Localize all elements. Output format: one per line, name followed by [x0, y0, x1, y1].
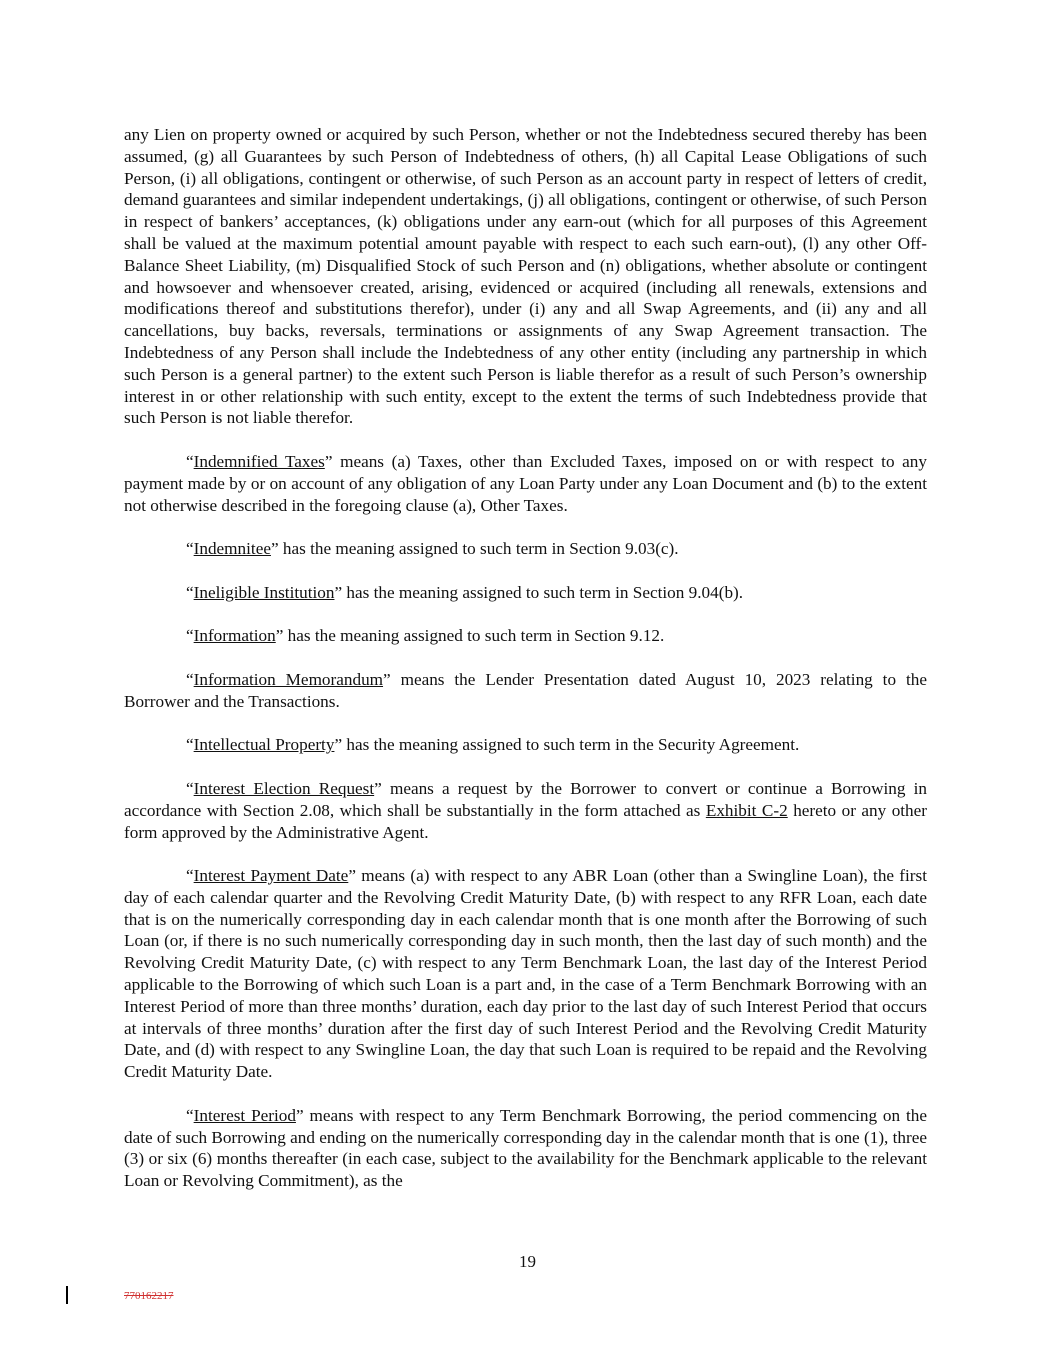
open-quote: “ — [186, 778, 194, 798]
definition-information — [124, 625, 927, 647]
definition-ineligible-institution — [124, 582, 927, 604]
continuation-paragraph: any Lien on property owned or acquired by such Person, whether or not the Indebtedness secured thereby has been assumed, (g) all Guarantees by such Person of Indebtedness of others, (h) all Capital Lease Obligations of such Person, (i) all obligations, contingent or otherwise, of such Person as an account party in respect of letters of credit, demand guarantees and similar independent undertakings, (j) all obligations, contingent or otherwise, of such Person in respect of bankers’ acceptances, (k) obligations under any earn-out (which for all purposes of this Agreement shall be valued at the maximum potential amount payable with respect to each such earn-out), (l) any other Off-Balance Sheet Liability, (m) Disqualified Stock of such Person and (n) obligations, whether absolute or contingent and howsoever and whensoever created, arising, evidenced or acquired (including all renewals, extensions and modifications thereof and substitutions therefor), under (i) any and all Swap Agreements, and (ii) any and all cancellations, buy backs, reversals, terminations or assignments of any Swap Agreement transaction. The Indebtedness of any Person shall include the Indebtedness of any other entity (including any partnership in which such Person is a general partner) to the extent such Person is liable therefor as a result of such Person’s ownership interest in or other relationship with such entity, except to the extent the terms of such Indebtedness provide that such Person is not liable therefor. — [124, 125, 927, 428]
revision-change-bar — [66, 1286, 68, 1304]
definition-text: ” means (a) with respect to any ABR Loan (other than a Swingline Loan), the first day of each calendar quarter and the Revolving Credit Maturity Date, (b) with respect to any RFR Loan, each date that is on the numerically corresponding day in each calendar month that is one month after the Borrowing of such Loan (or, if there is no such numerically corresponding day in such month, then the last day of such month) and the Revolving Credit Maturity Date, (c) with respect to any Term Benchmark Loan, the last day of the Interest Period applicable to the Borrowing of which such Loan is a part and, in the case of a Term Benchmark Borrowing with an Interest Period of more than three months’ duration, each day prior to the last day of such Interest Period that occurs at intervals of three months’ duration after the first day of such Interest Period and the Revolving Credit Maturity Date, and (d) with respect to any Swingline Loan, the day that such Loan is required to be repaid and the Revolving Credit Maturity Date. — [124, 866, 927, 1082]
defined-term: Interest Payment Date — [193, 866, 349, 886]
definition-text: ” has the meaning assigned to such term in the Security Agreement. — [334, 735, 800, 755]
defined-term: Indemnified Taxes — [193, 451, 325, 471]
open-quote: “ — [186, 451, 194, 471]
definition-text: ” means the Lender Presentation dated August 10, 2023 relating to the Borrower and the Transactions. — [124, 669, 927, 711]
open-quote: “ — [186, 582, 194, 602]
defined-term: Information Memorandum — [193, 669, 384, 689]
definition-interest-payment-date — [124, 865, 927, 1083]
definition-interest-period — [124, 1105, 927, 1192]
open-quote: “ — [186, 735, 194, 755]
definition-text: hereto or any other form approved by the Administrative Agent. — [124, 800, 928, 842]
defined-term: Indemnitee — [193, 539, 271, 559]
document-id-footer: 770162217 — [124, 1290, 174, 1302]
definition-text: ” has the meaning assigned to such term in Section 9.03(c). — [270, 539, 679, 559]
defined-term: Information — [193, 626, 276, 646]
open-quote: “ — [186, 1105, 194, 1125]
definition-intellectual-property — [124, 734, 927, 756]
defined-term: Intellectual Property — [193, 735, 335, 755]
open-quote: “ — [186, 626, 194, 646]
open-quote: “ — [186, 539, 194, 559]
definition-text: ” means with respect to any Term Benchmark Borrowing, the period commencing on the date of such Borrowing and ending on the numerically corresponding day in the calendar month that is one (1), three (3) or six (6) months thereafter (in each case, subject to the availability for the Benchmark applicable to the relevant Loan or Revolving Commitment), as the — [124, 1105, 928, 1191]
definition-text: ” means (a) Taxes, other than Excluded Taxes, imposed on or with respect to any payment made by or on account of any obligation of any Loan Party under any Loan Document and (b) to the extent not otherwise described in the foregoing clause (a), Other Taxes. — [124, 451, 927, 515]
definition-text: ” has the meaning assigned to such term in Section 9.12. — [275, 626, 665, 646]
definition-indemnified-taxes — [124, 451, 927, 516]
exhibit-reference: Exhibit C-2 — [705, 800, 788, 820]
definition-interest-election-request — [124, 778, 927, 843]
definition-text: ” has the meaning assigned to such term in Section 9.04(b). — [334, 582, 744, 602]
definition-information-memorandum — [124, 669, 927, 713]
defined-term: Interest Period — [193, 1105, 296, 1125]
defined-term: Ineligible Institution — [193, 582, 335, 602]
definition-text: ” means a request by the Borrower to convert or continue a Borrowing in accordance with Section 2.08, which shall be substantially in the form attached as — [124, 778, 927, 820]
document-body — [124, 124, 927, 1214]
definition-indemnitee — [124, 538, 927, 560]
open-quote: “ — [186, 866, 194, 886]
defined-term: Interest Election Request — [193, 778, 375, 798]
open-quote: “ — [186, 669, 194, 689]
page-number: 19 — [519, 1252, 536, 1271]
